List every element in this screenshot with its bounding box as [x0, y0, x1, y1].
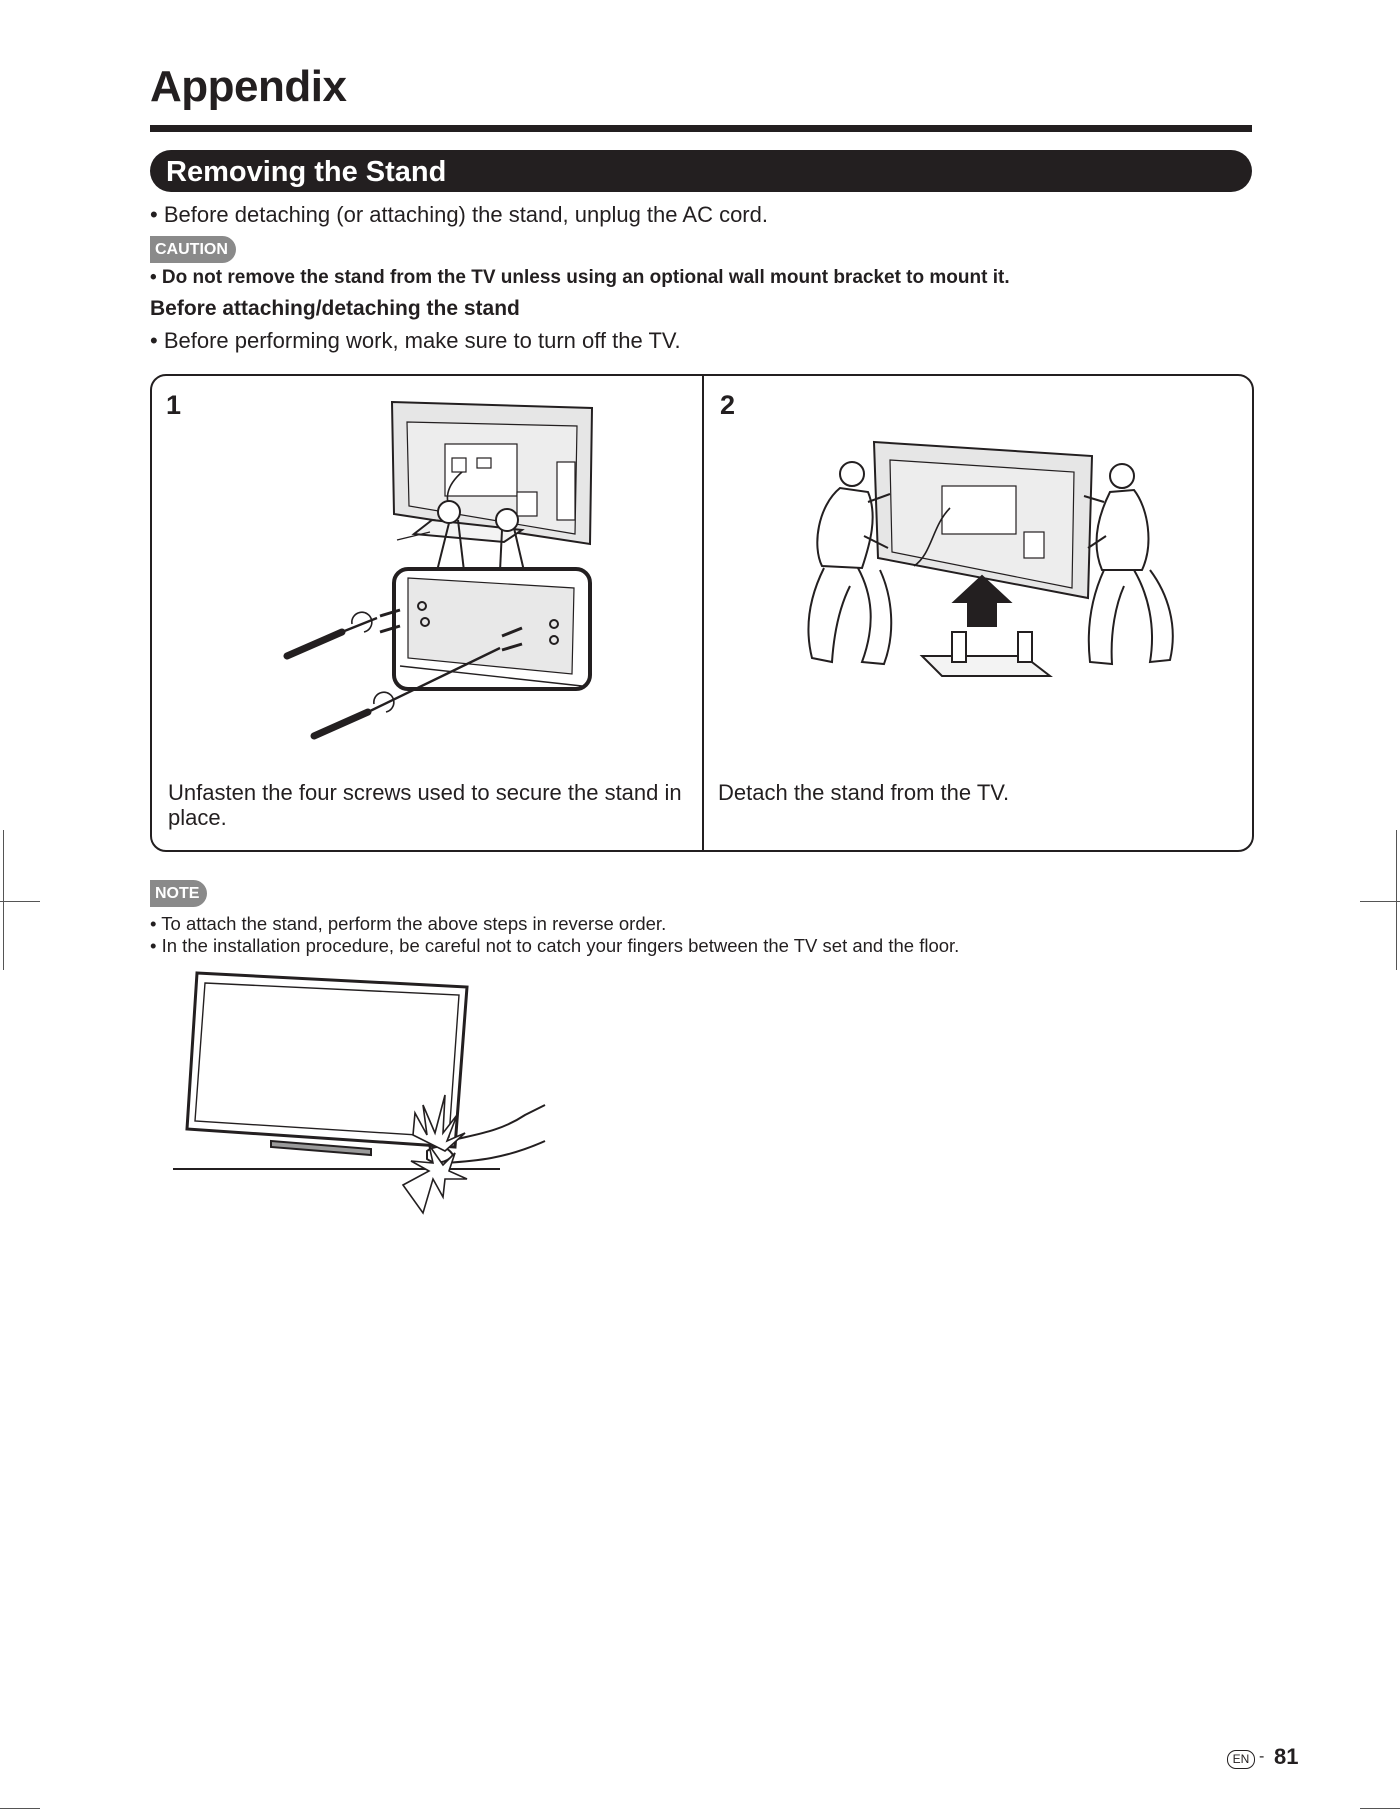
caution-text: • Do not remove the stand from the TV unless using an optional wall mount bracket to mount it. — [150, 267, 1010, 288]
crop-mark-left-h — [0, 901, 40, 902]
title-rule — [150, 125, 1252, 132]
crop-mark-bottom-left — [0, 1808, 40, 1809]
finger-pinch-illustration — [165, 965, 565, 1225]
caution-badge: CAUTION — [150, 236, 236, 263]
page-title: Appendix — [150, 62, 347, 111]
step-1-text: Unfasten the four screws used to secure the stand in place. — [168, 780, 682, 830]
step-2-text: Detach the stand from the TV. — [718, 780, 1010, 805]
crop-mark-left-v — [3, 830, 4, 970]
footer-separator: - — [1259, 1748, 1265, 1765]
before-bullet: • Before performing work, make sure to turn off the TV. — [150, 328, 681, 353]
step-1-number: 1 — [166, 390, 182, 420]
step-1-illustration — [232, 396, 672, 766]
step-2-number: 2 — [720, 390, 736, 420]
before-heading: Before attaching/detaching the stand — [150, 297, 520, 320]
note-item-2: • In the installation procedure, be careful not to catch your fingers between the TV set and the floor. — [150, 935, 960, 956]
step-2-illustration — [792, 436, 1192, 736]
page-number: 81 — [1274, 1744, 1299, 1769]
section-header-bar — [150, 150, 1252, 192]
step-divider — [702, 376, 704, 850]
intro-bullet: • Before detaching (or attaching) the stand, unplug the AC cord. — [150, 202, 768, 227]
crop-mark-right-v — [1396, 830, 1397, 970]
section-title: Removing the Stand — [166, 156, 447, 188]
note-badge: NOTE — [150, 880, 207, 907]
crop-mark-bottom-right — [1360, 1808, 1400, 1809]
note-item-1: • To attach the stand, perform the above steps in reverse order. — [150, 913, 667, 934]
steps-box — [150, 374, 1254, 852]
language-badge: EN — [1227, 1750, 1255, 1769]
crop-mark-right-h — [1360, 901, 1400, 902]
